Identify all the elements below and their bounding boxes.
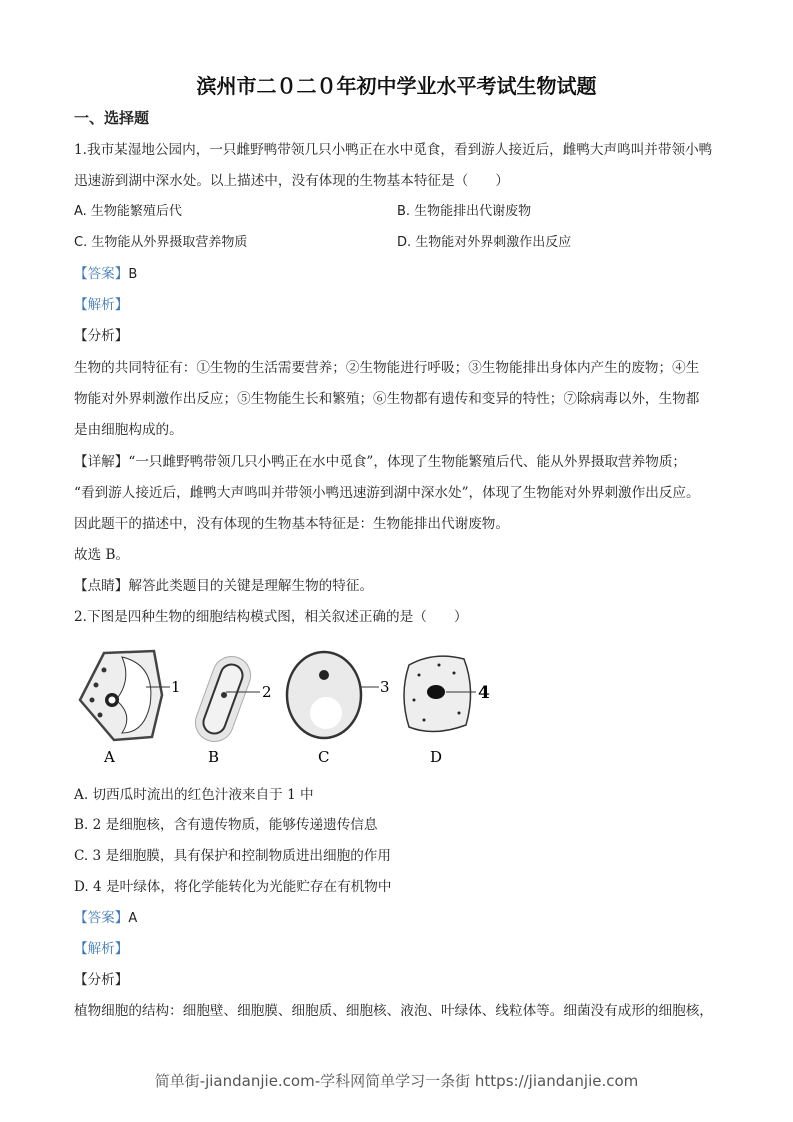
pointer-label-2: 2 <box>262 683 272 701</box>
q1-choice: 故选 B。 <box>74 547 130 563</box>
q1-answer <box>74 265 137 284</box>
q1-fenxi-label: 【分析】 <box>74 328 129 344</box>
page-title: 滨州市二０二０年初中学业水平考试生物试题 <box>196 74 597 98</box>
q2-option-b: B. 2 是细胞核，含有遗传物质，能够传递遗传信息 <box>74 817 378 833</box>
answer-value: A <box>128 911 138 926</box>
q2-answer <box>74 909 137 928</box>
q2-option-c: C. 3 是细胞膜，具有保护和控制物质进出细胞的作用 <box>74 848 391 864</box>
answer-value: B <box>128 267 138 282</box>
cell-label-d: D <box>430 748 443 766</box>
footer-watermark: 简单街-jiandanjie.com-学科网简单学习一条街 https://jiandanjie.com <box>154 1072 639 1090</box>
q2-option-d: D. 4 是叶绿体，将化学能转化为光能贮存在有机物中 <box>74 879 392 895</box>
q1-jiexi-label: 【解析】 <box>74 297 129 313</box>
pointer-label-3: 3 <box>380 678 390 696</box>
q2-analysis-line: 植物细胞的结构：细胞壁、细胞膜、细胞质、细胞核、液泡、叶绿体、线粒体等。细菌没有成形的细胞核， <box>74 1003 713 1019</box>
cell-label-c: C <box>318 748 330 766</box>
q1-detail-line: “看到游人接近后，雌鸭大声鸣叫并带领小鸭迅速游到湖中深水处”，体现了生物能对外界刺激作出反应。 <box>74 485 700 501</box>
q1-stem-line: 1.我市某湿地公园内，一只雌野鸭带领几只小鸭正在水中觅食，看到游人接近后，雌鸭大声鸣叫并带领小鸭 <box>74 142 713 158</box>
q1-tip: 【点睛】解答此类题目的关键是理解生物的特征。 <box>74 578 374 594</box>
q1-option-d: D. 生物能对外界刺激作出反应 <box>397 235 572 250</box>
answer-label: 【答案】 <box>74 910 129 926</box>
q1-detail-line: 因此题干的描述中，没有体现的生物基本特征是：生物能排出代谢废物。 <box>74 516 509 532</box>
q1-option-c: C. 生物能从外界摄取营养物质 <box>74 235 248 250</box>
cell-label-b: B <box>208 748 220 766</box>
cell-d-animal <box>404 656 490 766</box>
q1-analysis-line: 物能对外界刺激作出反应；⑤生物能生长和繁殖；⑥生物都有遗传和变异的特性；⑦除病毒以外，生物都 <box>74 391 700 407</box>
cell-b-bacterium <box>190 651 271 766</box>
q2-fenxi-label: 【分析】 <box>74 972 129 988</box>
cell-label-a: A <box>104 748 115 766</box>
section-heading: 一、选择题 <box>74 109 150 127</box>
pointer-label-1: 1 <box>171 678 181 696</box>
pointer-label-4: 4 <box>478 683 490 703</box>
q1-analysis-line: 是由细胞构成的。 <box>74 422 183 438</box>
q1-analysis-line: 生物的共同特征有：①生物的生活需要营养；②生物能进行呼吸；③生物能排出身体内产生的废物；④生 <box>74 360 700 376</box>
q2-stem: 2.下图是四种生物的细胞结构模式图，相关叙述正确的是（ ） <box>74 609 468 625</box>
q1-option-b: B. 生物能排出代谢废物 <box>397 204 532 219</box>
q2-option-a: A. 切西瓜时流出的红色汁液来自于 1 中 <box>74 787 314 803</box>
cell-c-yeast <box>287 652 390 766</box>
cell-a-plant <box>80 651 181 766</box>
answer-label: 【答案】 <box>74 266 129 282</box>
q2-jiexi-label: 【解析】 <box>74 941 129 957</box>
q1-option-a: A. 生物能繁殖后代 <box>74 204 182 219</box>
q1-detail-line: 【详解】“一只雌野鸭带领几只小鸭正在水中觅食”，体现了生物能繁殖后代、能从外界摄取营养物质； <box>74 454 687 470</box>
q1-stem-line: 迅速游到湖中深水处。以上描述中，没有体现的生物基本特征是（ ） <box>74 173 509 189</box>
cell-diagram-figure <box>74 645 514 770</box>
